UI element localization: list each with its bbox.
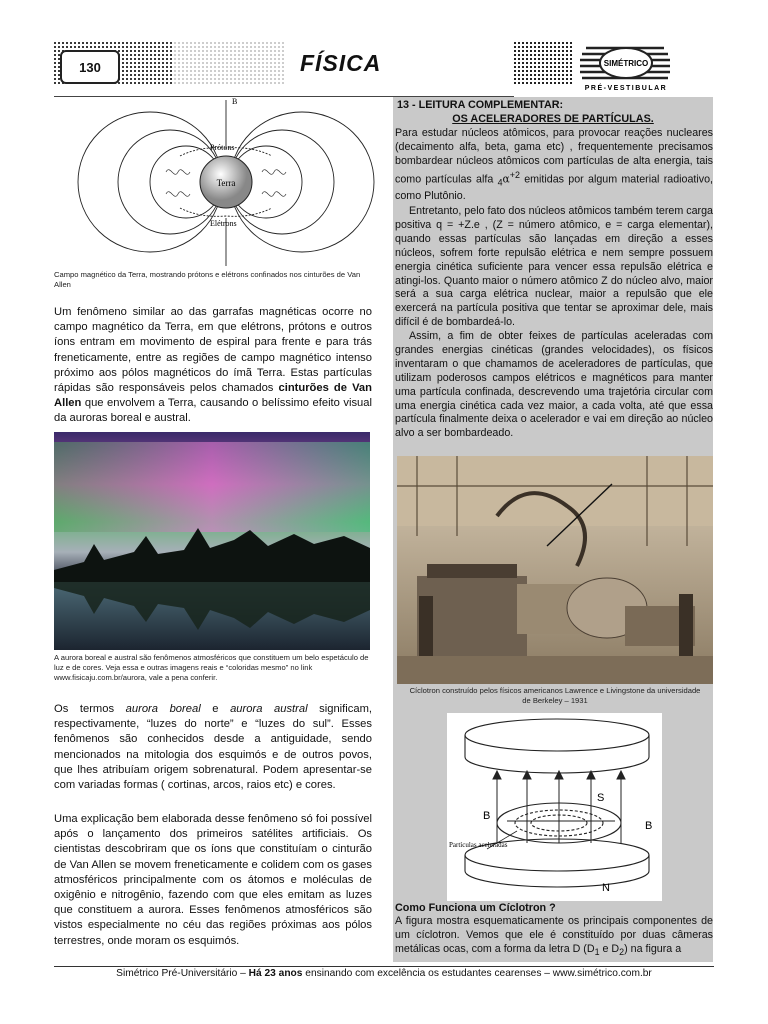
particles-label: Partículas aceleradas xyxy=(449,841,508,849)
protons-label: Prótons xyxy=(210,143,235,152)
how-it-works-title: Como Funciona um Cíclotron ? xyxy=(395,902,556,914)
brand-name: SIMÉTRICO xyxy=(603,59,649,68)
cyclotron-caption: Cíclotron construído pelos físicos americanos Lawrence e Livingstone da universidade de Berkeley – 1931 xyxy=(409,686,701,705)
s-pole-label: S xyxy=(597,792,605,804)
b-label: B xyxy=(232,97,238,106)
b-field-label-left: B xyxy=(483,810,491,822)
paragraph-explanation: Uma explicação bem elaborada desse fenômeno só foi possível após o lançamento dos primeiros satélites artificiais. Os cientistas descobriram que os íons que constituíam o cinturão de Van Allen se movem freneticamente e colidem com os gases atmosféricos principalmente com os átomos e moléculas de oxigênio e nitrogênio, fazendo com que eles emitam as luzes que constituem a aurora. Esses fenômenos atmosféricos são vistos especialmente no céu das regiões próximas aos pólos terrestres, onde moram os esquimós. xyxy=(54,813,372,947)
page-footer: Simétrico Pré-Universitário – Há 23 anos ensinando com excelência os estudantes cearenses – www.simétrico.com.br xyxy=(116,968,652,979)
figure-caption: Campo magnético da Terra, mostrando prótons e elétrons confinados nos cinturões de Van Allen xyxy=(54,270,361,289)
cyclotron-diagram xyxy=(447,713,662,901)
paragraph-accelerators: Assim, a fim de obter feixes de partículas aceleradas com grandes energias cinéticas (grandes velocidades), os físicos inventaram o que chamamos de aceleradores de partículas, que utilizam poderosos campos elétricos e magnéticos para manter uma partícula confinada, descrevendo uma trajetória circular com uma energia cinética cada vez maior, a cada volta, até que essa partícula finalmente deixa o acelerador e vai em direção ao núcleo alvo a ser bombardeado. xyxy=(395,330,713,440)
brand-logo xyxy=(514,42,694,92)
cyclotron-photo xyxy=(397,456,713,684)
b-field-label-right: B xyxy=(645,820,653,832)
brand-tagline: PRÉ-VESTIBULAR xyxy=(584,85,668,92)
earth-label: Terra xyxy=(216,178,236,188)
electrons-label: Elétrons xyxy=(210,219,237,228)
section-subtitle: OS ACELERADORES DE PARTÍCULAS. xyxy=(452,113,654,125)
section-title: 13 - LEITURA COMPLEMENTAR: xyxy=(397,99,564,111)
n-pole-label: N xyxy=(602,882,610,894)
paragraph-intro: Para estudar núcleos atômicos, para provocar reações nucleares (decaimento alfa, beta, gama etc) , frequentemente precisamos bombardear núcleos atômicos com partículas de alta energia, tais como partículas alfa $_4\alpha^{+2}$ emitidas por algum material radioativo, como Plutônio. xyxy=(395,127,713,203)
paragraph-repulsion: Entretanto, pelo fato dos núcleos atômicos também terem carga positiva q = +Z.e , (Z = número atômico, e = carga elementar), quando essas partículas são lançadas em direção a esses núcleos, sofrem forte repulsão elétrica e nem sempre possuem energia cinética suficiente para vencer essa repulsão elétrica e atingi-los. Quanto maior o número atômico Z do núcleo alvo, maior será a sua carga elétrica nuclear, maior a repulsão que ele exercerá na partícula positiva que tentar se aproximar dele, mais difícil é de bombardeá-lo. xyxy=(395,205,713,329)
aurora-caption: A aurora boreal e austral são fenômenos atmosféricos que constituem um belo espetáculo de luz e de cores. Veja essa e outras imagens reais e “coloridas mesmo” no link www.fisicaju.com.br/aurora, vale a pena conferir. xyxy=(54,653,369,682)
van-allen-term: cinturões de Van Allen xyxy=(54,382,372,410)
page-number: 130 xyxy=(60,50,120,84)
paragraph-van-allen: Um fenômeno similar ao das garrafas magnéticas ocorre no campo magnético da Terra, em que elétrons, prótons e outros íons entram em movimento de espiral para frente e para trás freneticamente, entre as regiões de campo magnético intenso próximo aos pólos magnéticos do ímã Terra. Estas partículas rápidas são responsáveis pelos chamados cinturões de Van Allen que envolvem a Terra, causando o belíssimo efeito visual da auroras boreal e austral. xyxy=(54,306,372,425)
paragraph-how-it-works: A figura mostra esquematicamente os principais componentes de um cíclotron. Vemos que ele é constituído por duas câmeras metálicas ocas, com a forma da letra D ($D_1$ e $D_2$) na figura a xyxy=(395,915,713,957)
footer-divider xyxy=(54,966,714,967)
earth-magnetic-field-diagram xyxy=(70,96,382,268)
paragraph-aurora-terms: Os termos aurora boreal e aurora austral significam, respectivamente, “luzes do norte” e “luzes do sul”. Esses fenômenos são conhecidos desde a antiguidade, sendo mencionados na mitologia dos esquimós e de outros povos, que lhes atribuíam origem sobrenatural. Podem apresentar-se com variadas formas ( cortinas, arcos, raios etc) e cores. xyxy=(54,703,373,792)
aurora-photo xyxy=(54,432,370,650)
page-title: FÍSICA xyxy=(300,50,382,76)
